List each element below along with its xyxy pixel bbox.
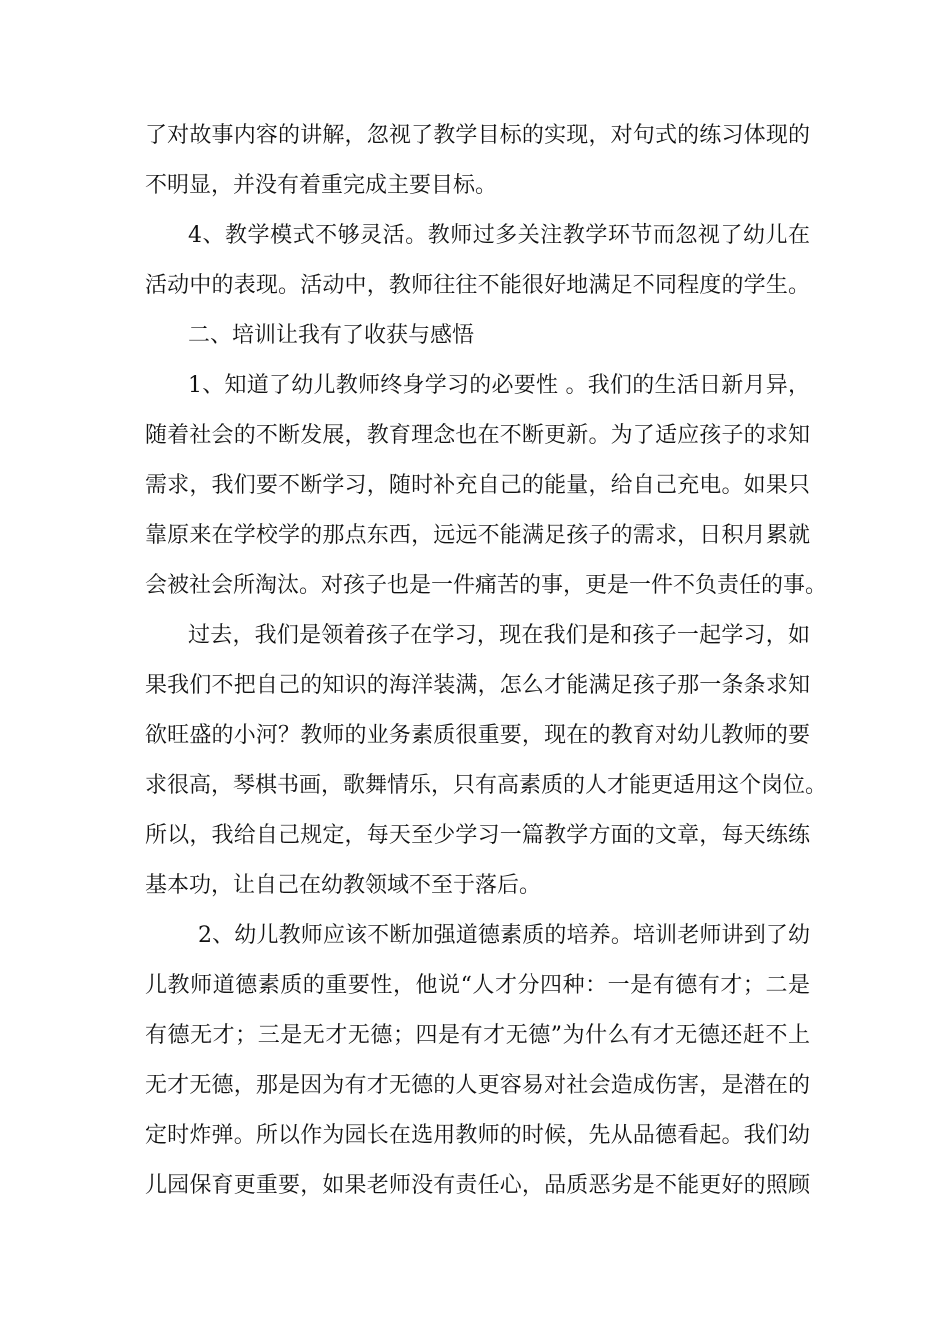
paragraph-line: 过去，我们是领着孩子在学习，现在我们是和孩子一起学习，如 (188, 623, 810, 648)
section-heading: 二、培训让我有了收获与感悟 (188, 323, 475, 348)
paragraph-line: 儿园保育更重要，如果老师没有责任心，品质恶劣是不能更好的照顾 (145, 1173, 810, 1198)
paragraph-line: 会被社会所淘汰。对孩子也是一件痛苦的事，更是一件不负责任的事。 (145, 573, 828, 598)
paragraph-line: 果我们不把自己的知识的海洋装满，怎么才能满足孩子那一条条求知 (145, 673, 810, 698)
paragraph-line: 有德无才；三是无才无德；四是有才无德”为什么有才无德还赶不上 (145, 1023, 810, 1048)
paragraph-line: 求很高，琴棋书画，歌舞情乐，只有高素质的人才能更适用这个岗位。 (145, 773, 828, 798)
paragraph-line: 儿教师道德素质的重要性，他说“人才分四种：一是有德有才；二是 (145, 973, 810, 998)
paragraph-line: 需求，我们要不断学习，随时补充自己的能量，给自己充电。如果只 (145, 473, 810, 498)
paragraph-line: 随着社会的不断发展，教育理念也在不断更新。为了适应孩子的求知 (145, 423, 810, 448)
paragraph-line: 定时炸弹。所以作为园长在选用教师的时候，先从品德看起。我们幼 (145, 1123, 810, 1148)
paragraph-line: 欲旺盛的小河？教师的业务素质很重要，现在的教育对幼儿教师的要 (145, 723, 810, 748)
paragraph-line: 无才无德，那是因为有才无德的人更容易对社会造成伤害，是潜在的 (145, 1073, 810, 1098)
paragraph-line: 所以，我给自己规定，每天至少学习一篇教学方面的文章，每天练练 (145, 823, 810, 848)
paragraph-line: 活动中的表现。活动中，教师往往不能很好地满足不同程度的学生。 (145, 273, 810, 298)
paragraph-line: 基本功，让自己在幼教领域不至于落后。 (145, 873, 542, 898)
paragraph-line: 1、知道了幼儿教师终身学习的必要性 。我们的生活日新月异， (188, 373, 810, 398)
paragraph-line: 了对故事内容的讲解，忽视了教学目标的实现，对句式的练习体现的 (145, 123, 810, 148)
paragraph-line: 不明显，并没有着重完成主要目标。 (145, 173, 498, 198)
paragraph-line: 靠原来在学校学的那点东西，远远不能满足孩子的需求，日积月累就 (145, 523, 810, 548)
paragraph-line: 2、幼儿教师应该不断加强道德素质的培养。培训老师讲到了幼 (198, 923, 810, 948)
paragraph-line: 4、教学模式不够灵活。教师过多关注教学环节而忽视了幼儿在 (188, 223, 810, 248)
